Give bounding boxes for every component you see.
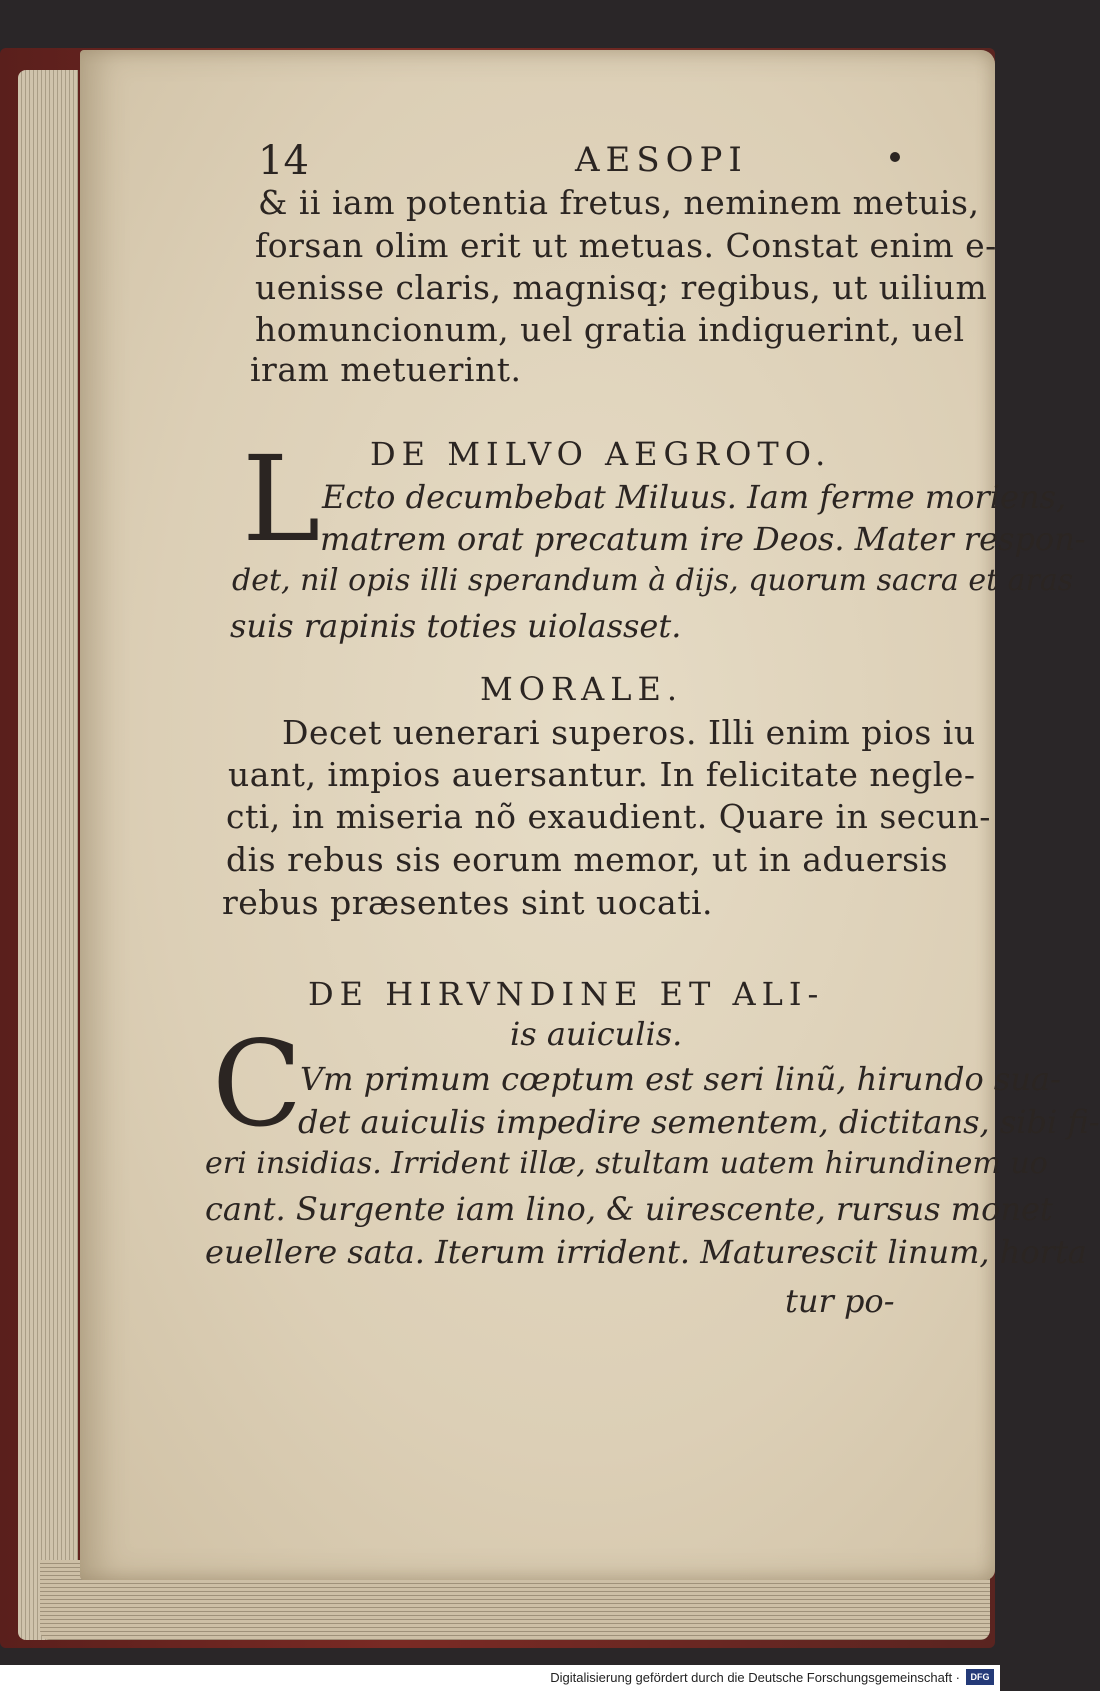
ornament-dot	[890, 152, 900, 162]
text-line: Ecto decumbebat Miluus. Iam ferme moriens,	[322, 478, 1067, 516]
text-line: uenisse claris, magnisq; regibus, ut uilium	[255, 268, 988, 307]
text-line: iram metuerint.	[250, 350, 522, 389]
text-line: cant. Surgente iam lino, & uirescente, rursus monet	[205, 1190, 1053, 1228]
moral-title: MORALE.	[480, 670, 683, 708]
text-line: suis rapinis toties uiolasset.	[230, 607, 682, 645]
catchword: tur po-	[785, 1282, 895, 1320]
text-line: homuncionum, uel gratia indiguerint, uel	[255, 310, 965, 349]
text-line: Vm primum cœptum est seri linũ, hirundo sua-	[300, 1060, 1061, 1098]
drop-cap: C	[212, 1015, 303, 1153]
text-line: cti, in miseria nõ exaudient. Quare in secun-	[226, 797, 991, 836]
fable-title: DE HIRVNDINE ET ALI-	[308, 975, 825, 1013]
drop-cap: L	[242, 430, 321, 568]
fable-title: DE MILVO AEGROTO.	[370, 435, 832, 473]
running-head: AESOPI	[575, 140, 748, 180]
text-line: euellere sata. Iterum irrident. Maturescit linum, horta	[205, 1233, 1087, 1271]
text-line: det, nil opis illi sperandum à dijs, quorum sacra et aras	[232, 563, 1074, 598]
funding-credit: Digitalisierung gefördert durch die Deutsche Forschungsgemeinschaft ·	[550, 1670, 960, 1685]
text-line: det auiculis impedire sementem, dictitans, sibi fi-	[298, 1103, 1100, 1141]
text-line: matrem orat precatum ire Deos. Mater respon-	[320, 520, 1086, 558]
fable-title-cont: is auiculis.	[510, 1015, 683, 1053]
text-line: rebus præsentes sint uocati.	[222, 883, 714, 922]
text-line: forsan olim erit ut metuas. Constat enim e-	[255, 226, 997, 265]
page-edges-left	[18, 70, 78, 1640]
text-line: & ii iam potentia fretus, neminem metuis,	[258, 183, 980, 222]
text-line: dis rebus sis eorum memor, ut in aduersis	[226, 840, 949, 879]
text-line: Decet uenerari superos. Illi enim pios iu	[282, 713, 976, 752]
page-number: 14	[258, 138, 309, 184]
text-line: uant, impios auersantur. In felicitate negle-	[228, 755, 976, 794]
text-line: eri insidias. Irrident illæ, stultam uatem hirundinem uo	[205, 1146, 1048, 1181]
dfg-logo-icon: DFG	[966, 1669, 994, 1685]
footer-bar	[0, 1665, 1000, 1691]
